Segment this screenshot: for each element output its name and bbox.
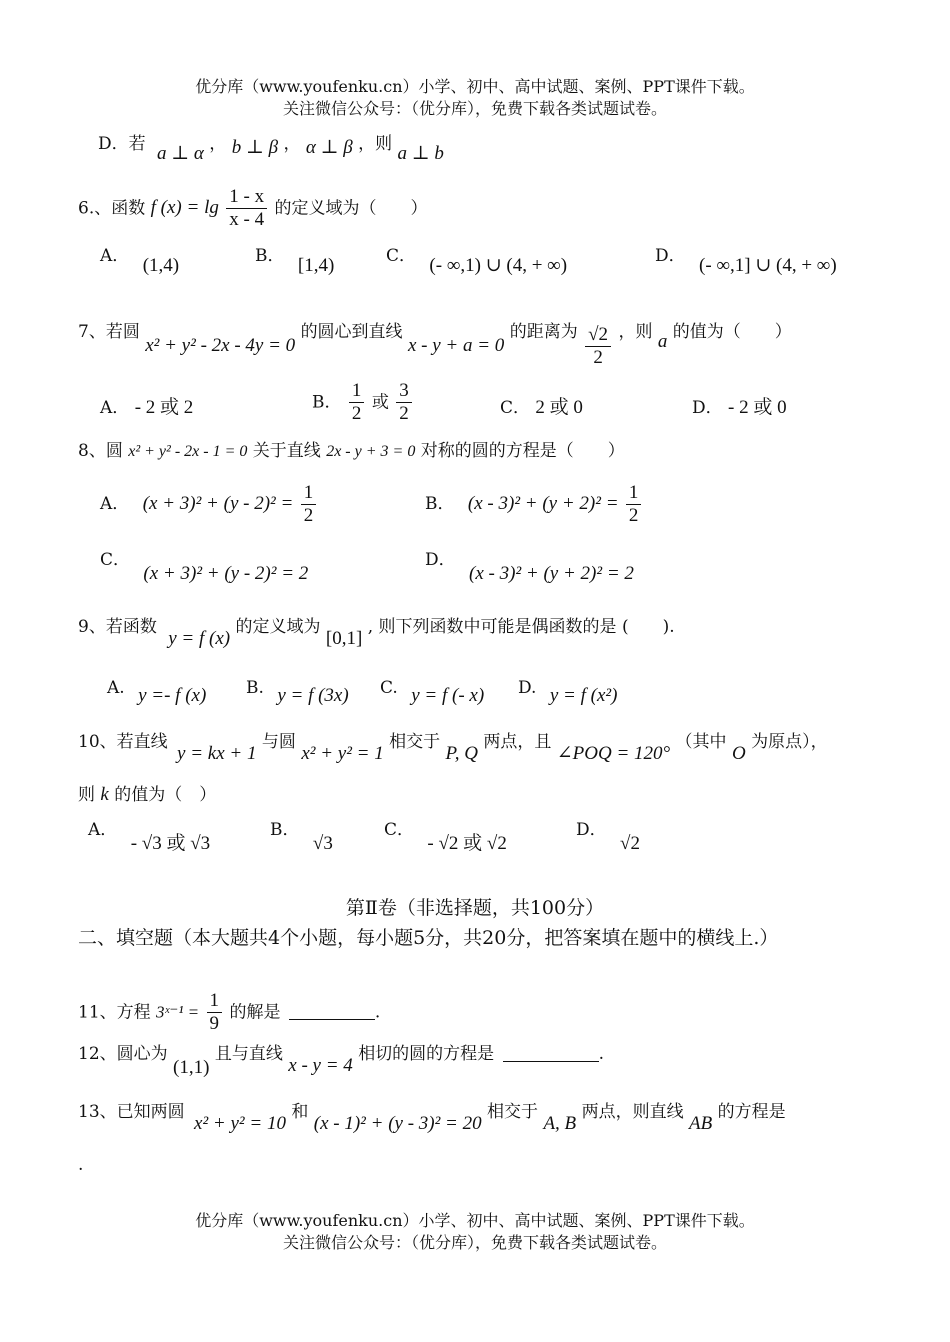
q11-suffix: 的解是 bbox=[229, 1002, 281, 1023]
q7-dist: 的距离为 bbox=[509, 321, 578, 342]
q12-mid: 且与直线 bbox=[214, 1044, 283, 1064]
q8-option-a-label: A． bbox=[100, 493, 130, 514]
q12-center: (1,1) bbox=[173, 1057, 210, 1078]
q7-line-equation: x - y + a = 0 bbox=[407, 334, 505, 356]
q13-and: 和 bbox=[291, 1102, 309, 1122]
q5-d-cond3: α ⊥ β bbox=[305, 137, 353, 158]
question-11 bbox=[78, 990, 380, 1035]
q7-then: ，则 bbox=[618, 321, 653, 342]
q12-prefix: 12、圆心为 bbox=[78, 1044, 168, 1064]
q7-circle-equation: x² + y² - 2x - 4y = 0 bbox=[145, 334, 296, 356]
q7-option-d-label: D． bbox=[692, 398, 723, 418]
q6-function: f (x) = lg bbox=[150, 197, 219, 218]
q11-num: 1 bbox=[207, 990, 223, 1013]
q5-d-cond1: a ⊥ α bbox=[157, 143, 204, 164]
q7-option-b-num-2: 3 bbox=[396, 380, 412, 403]
q10-option-a-label: A． bbox=[88, 820, 118, 840]
q8-option-d bbox=[425, 548, 634, 584]
q6-option-b bbox=[255, 244, 335, 276]
q7-distance-fraction bbox=[585, 324, 611, 369]
q7-option-d bbox=[692, 396, 787, 421]
q13-prefix: 13、已知两圆 bbox=[78, 1102, 185, 1122]
q8-mid: 关于直线 bbox=[252, 441, 321, 461]
q12-suffix: 相切的圆的方程是 bbox=[358, 1044, 495, 1064]
q7-mid: 的圆心到直线 bbox=[300, 321, 403, 342]
q8-option-b-num: 1 bbox=[626, 482, 642, 505]
q10-mid: 与圆 bbox=[261, 732, 296, 752]
q8-option-b-label: B． bbox=[425, 493, 455, 514]
q10-option-b-value: √3 bbox=[312, 833, 333, 854]
q10-mid3: 两点，且 bbox=[483, 732, 552, 752]
q11-prefix: 11、方程 bbox=[78, 1002, 151, 1023]
question-8 bbox=[78, 440, 625, 463]
q10-line2-prefix: 则 bbox=[78, 785, 95, 805]
q6-suffix: 的定义域为（ ） bbox=[274, 198, 428, 219]
q9-option-d-value: y = f (x²) bbox=[549, 685, 618, 706]
q10-option-c bbox=[384, 818, 507, 854]
q6-option-c bbox=[386, 244, 568, 276]
q10-suffix: 为原点）， bbox=[751, 732, 828, 752]
q13-mid: 相交于 bbox=[487, 1102, 539, 1122]
q10-line2-suffix: 的值为（ ） bbox=[114, 785, 217, 805]
q6-option-d-value: (- ∞,1] ∪ (4, + ∞) bbox=[699, 255, 837, 276]
q8-option-b-den: 2 bbox=[628, 504, 639, 526]
q8-option-c bbox=[100, 548, 309, 584]
q6-fraction-denominator: x - 4 bbox=[229, 208, 265, 230]
q7-variable: a bbox=[657, 330, 668, 352]
q9-option-a bbox=[107, 676, 207, 706]
q8-option-c-equation: (x + 3)² + (y - 2)² = 2 bbox=[143, 563, 309, 584]
q12-line: x - y = 4 bbox=[288, 1055, 353, 1076]
q6-fraction bbox=[226, 186, 267, 231]
q8-option-c-label: C． bbox=[100, 550, 131, 570]
q10-option-a bbox=[88, 818, 211, 854]
q8-option-b bbox=[425, 482, 643, 527]
q7-option-a-value: - 2 或 2 bbox=[134, 397, 194, 418]
q13-suffix: 的方程是 bbox=[717, 1102, 786, 1122]
q8-suffix: 对称的圆的方程是（ ） bbox=[420, 441, 625, 461]
q12-answer-blank[interactable] bbox=[503, 1045, 599, 1062]
q11-answer-blank[interactable] bbox=[289, 1003, 375, 1020]
q6-option-d-label: D． bbox=[655, 246, 686, 266]
footer-line-2: 关注微信公众号：（优分库），免费下载各类试题试卷。 bbox=[282, 1233, 667, 1252]
q9-domain: [0,1] bbox=[325, 628, 363, 649]
q9-option-c bbox=[380, 676, 485, 706]
q11-end: . bbox=[374, 1002, 381, 1023]
q5-d-conclusion: a ⊥ b bbox=[397, 143, 444, 164]
question-13 bbox=[78, 1100, 786, 1134]
q10-line-2 bbox=[78, 783, 216, 808]
q7-option-a-label: A． bbox=[100, 398, 130, 418]
q8-option-d-label: D． bbox=[425, 550, 456, 570]
q9-mid: 的定义域为 bbox=[235, 617, 321, 637]
q7-prefix: 7、若圆 bbox=[78, 321, 140, 342]
q9-prefix: 9、若函数 bbox=[78, 617, 157, 637]
question-10 bbox=[78, 730, 828, 764]
q7-option-c-label: C． bbox=[500, 398, 531, 418]
q11-den: 9 bbox=[209, 1012, 220, 1034]
q10-prefix: 10、若直线 bbox=[78, 732, 168, 752]
q7-option-c bbox=[500, 396, 583, 421]
q6-option-a-label: A． bbox=[100, 246, 130, 266]
q13-ab: AB bbox=[688, 1113, 713, 1134]
q10-option-c-label: C． bbox=[384, 820, 415, 840]
q7-option-b-or: 或 bbox=[371, 392, 389, 413]
q10-angle: ∠POQ = 120° bbox=[556, 743, 671, 764]
q5-d-label: D．若 bbox=[98, 134, 146, 154]
q13-mid2: 两点，则直线 bbox=[581, 1102, 684, 1122]
q10-option-b-label: B． bbox=[270, 820, 300, 840]
part-2-section-heading: 二、填空题（本大题共4个小题，每小题5分，共20分，把答案填在题中的横线上.） bbox=[78, 927, 779, 949]
q11-fraction bbox=[207, 990, 223, 1035]
q9-option-b-label: B. bbox=[246, 678, 264, 698]
part-2-title: 第Ⅱ卷（非选择题，共100分） bbox=[345, 897, 605, 919]
q10-points: P, Q bbox=[445, 743, 478, 764]
q11-equation: 3ˣ⁻¹ = bbox=[156, 1002, 200, 1022]
q5-d-cond2: b ⊥ β bbox=[231, 137, 279, 158]
q10-line: y = kx + 1 bbox=[177, 743, 257, 764]
q10-option-d-label: D． bbox=[576, 820, 607, 840]
q6-option-a bbox=[100, 244, 180, 276]
q10-option-d-value: √2 bbox=[620, 833, 640, 854]
q7-option-b-fraction-1 bbox=[349, 380, 365, 425]
q8-prefix: 8、圆 bbox=[78, 441, 123, 461]
q7-option-b-num-1: 1 bbox=[349, 380, 365, 403]
q13-points: A, B bbox=[543, 1113, 577, 1134]
page-header bbox=[0, 76, 950, 120]
q7-option-b-den-1: 2 bbox=[351, 402, 362, 424]
q6-prefix: 6.、函数 bbox=[78, 198, 146, 219]
q6-option-b-label: B． bbox=[255, 246, 285, 266]
q10-circle: x² + y² = 1 bbox=[301, 743, 384, 764]
q7-option-b-den-2: 2 bbox=[399, 402, 409, 424]
q7-option-b-fraction-2 bbox=[396, 380, 412, 425]
q8-option-a-equation: (x + 3)² + (y - 2)² = bbox=[142, 492, 294, 514]
q8-line-equation: 2x - y + 3 = 0 bbox=[326, 443, 416, 460]
q9-function: y = f (x) bbox=[168, 628, 231, 649]
q5-option-d: D．若 a ⊥ α ， b ⊥ β ， α ⊥ β ，则 a ⊥ b bbox=[98, 134, 444, 164]
header-line-2: 关注微信公众号：（优分库），免费下载各类试题试卷。 bbox=[282, 99, 667, 118]
q13-circle-2: (x - 1)² + (y - 3)² = 20 bbox=[313, 1113, 482, 1134]
q10-option-b bbox=[270, 818, 333, 854]
question-12 bbox=[78, 1042, 604, 1078]
header-line-1: 优分库（www.youfenku.cn）小学、初中、高中试题、案例、PPT课件下载。 bbox=[195, 77, 755, 96]
q7-distance-denominator: 2 bbox=[593, 346, 603, 368]
q8-option-b-equation: (x - 3)² + (y + 2)² = bbox=[467, 492, 619, 514]
q6-option-b-value: [1,4) bbox=[297, 255, 335, 276]
q8-circle-equation: x² + y² - 2x - 1 = 0 bbox=[128, 443, 248, 460]
q6-fraction-numerator: 1 - x bbox=[226, 186, 267, 209]
q9-option-d bbox=[518, 676, 618, 706]
q6-option-c-label: C． bbox=[386, 246, 417, 266]
q10-option-a-value: - √3 或 √3 bbox=[130, 833, 211, 854]
q7-option-c-value: 2 或 0 bbox=[535, 397, 583, 418]
q9-option-a-label: A. bbox=[107, 678, 125, 698]
q8-option-a-den: 2 bbox=[303, 504, 314, 526]
q6-option-d bbox=[655, 244, 837, 276]
q9-option-d-label: D. bbox=[518, 678, 537, 698]
q9-option-c-label: C. bbox=[380, 678, 398, 698]
q7-option-d-value: - 2 或 0 bbox=[728, 397, 787, 418]
q9-option-c-value: y = f (- x) bbox=[411, 685, 485, 706]
q5-d-then: ，则 bbox=[358, 134, 393, 154]
q8-option-b-fraction bbox=[626, 482, 642, 527]
q10-option-c-value: - √2 或 √2 bbox=[427, 833, 507, 854]
q7-suffix: 的值为（ ） bbox=[672, 321, 792, 342]
q8-option-a-num: 1 bbox=[301, 482, 317, 505]
q7-option-a bbox=[100, 396, 193, 421]
footer-line-1: 优分库（www.youfenku.cn）小学、初中、高中试题、案例、PPT课件下载。 bbox=[195, 1211, 755, 1230]
q6-option-c-value: (- ∞,1) ∪ (4, + ∞) bbox=[429, 255, 568, 276]
q10-mid2: 相交于 bbox=[389, 732, 441, 752]
q7-option-b bbox=[312, 380, 414, 425]
q6-option-a-value: (1,4) bbox=[142, 255, 180, 276]
q9-option-b bbox=[246, 676, 349, 706]
q10-option-d bbox=[576, 818, 640, 854]
question-9 bbox=[78, 615, 675, 649]
q13-end: . bbox=[78, 1155, 84, 1175]
q12-end: . bbox=[598, 1044, 604, 1064]
q7-option-b-label: B． bbox=[312, 392, 342, 413]
q8-option-d-equation: (x - 3)² + (y + 2)² = 2 bbox=[469, 563, 634, 584]
q13-circle-1: x² + y² = 10 bbox=[194, 1113, 286, 1134]
page-footer bbox=[0, 1210, 950, 1254]
q13-answer-line[interactable] bbox=[78, 1154, 83, 1176]
question-6 bbox=[78, 186, 428, 231]
q9-option-a-value: y =- f (x) bbox=[138, 685, 207, 706]
q10-k: k bbox=[100, 784, 109, 805]
q8-option-a-fraction bbox=[301, 482, 317, 527]
q8-option-a bbox=[100, 482, 318, 527]
q9-suffix: , 则下列函数中可能是偶函数的是 ( ). bbox=[367, 617, 675, 637]
q9-option-b-value: y = f (3x) bbox=[277, 685, 349, 706]
q7-distance-numerator: √2 bbox=[585, 324, 611, 347]
q10-mid4: （其中 bbox=[675, 732, 727, 752]
q10-origin: O bbox=[731, 743, 746, 764]
question-7 bbox=[78, 310, 792, 368]
